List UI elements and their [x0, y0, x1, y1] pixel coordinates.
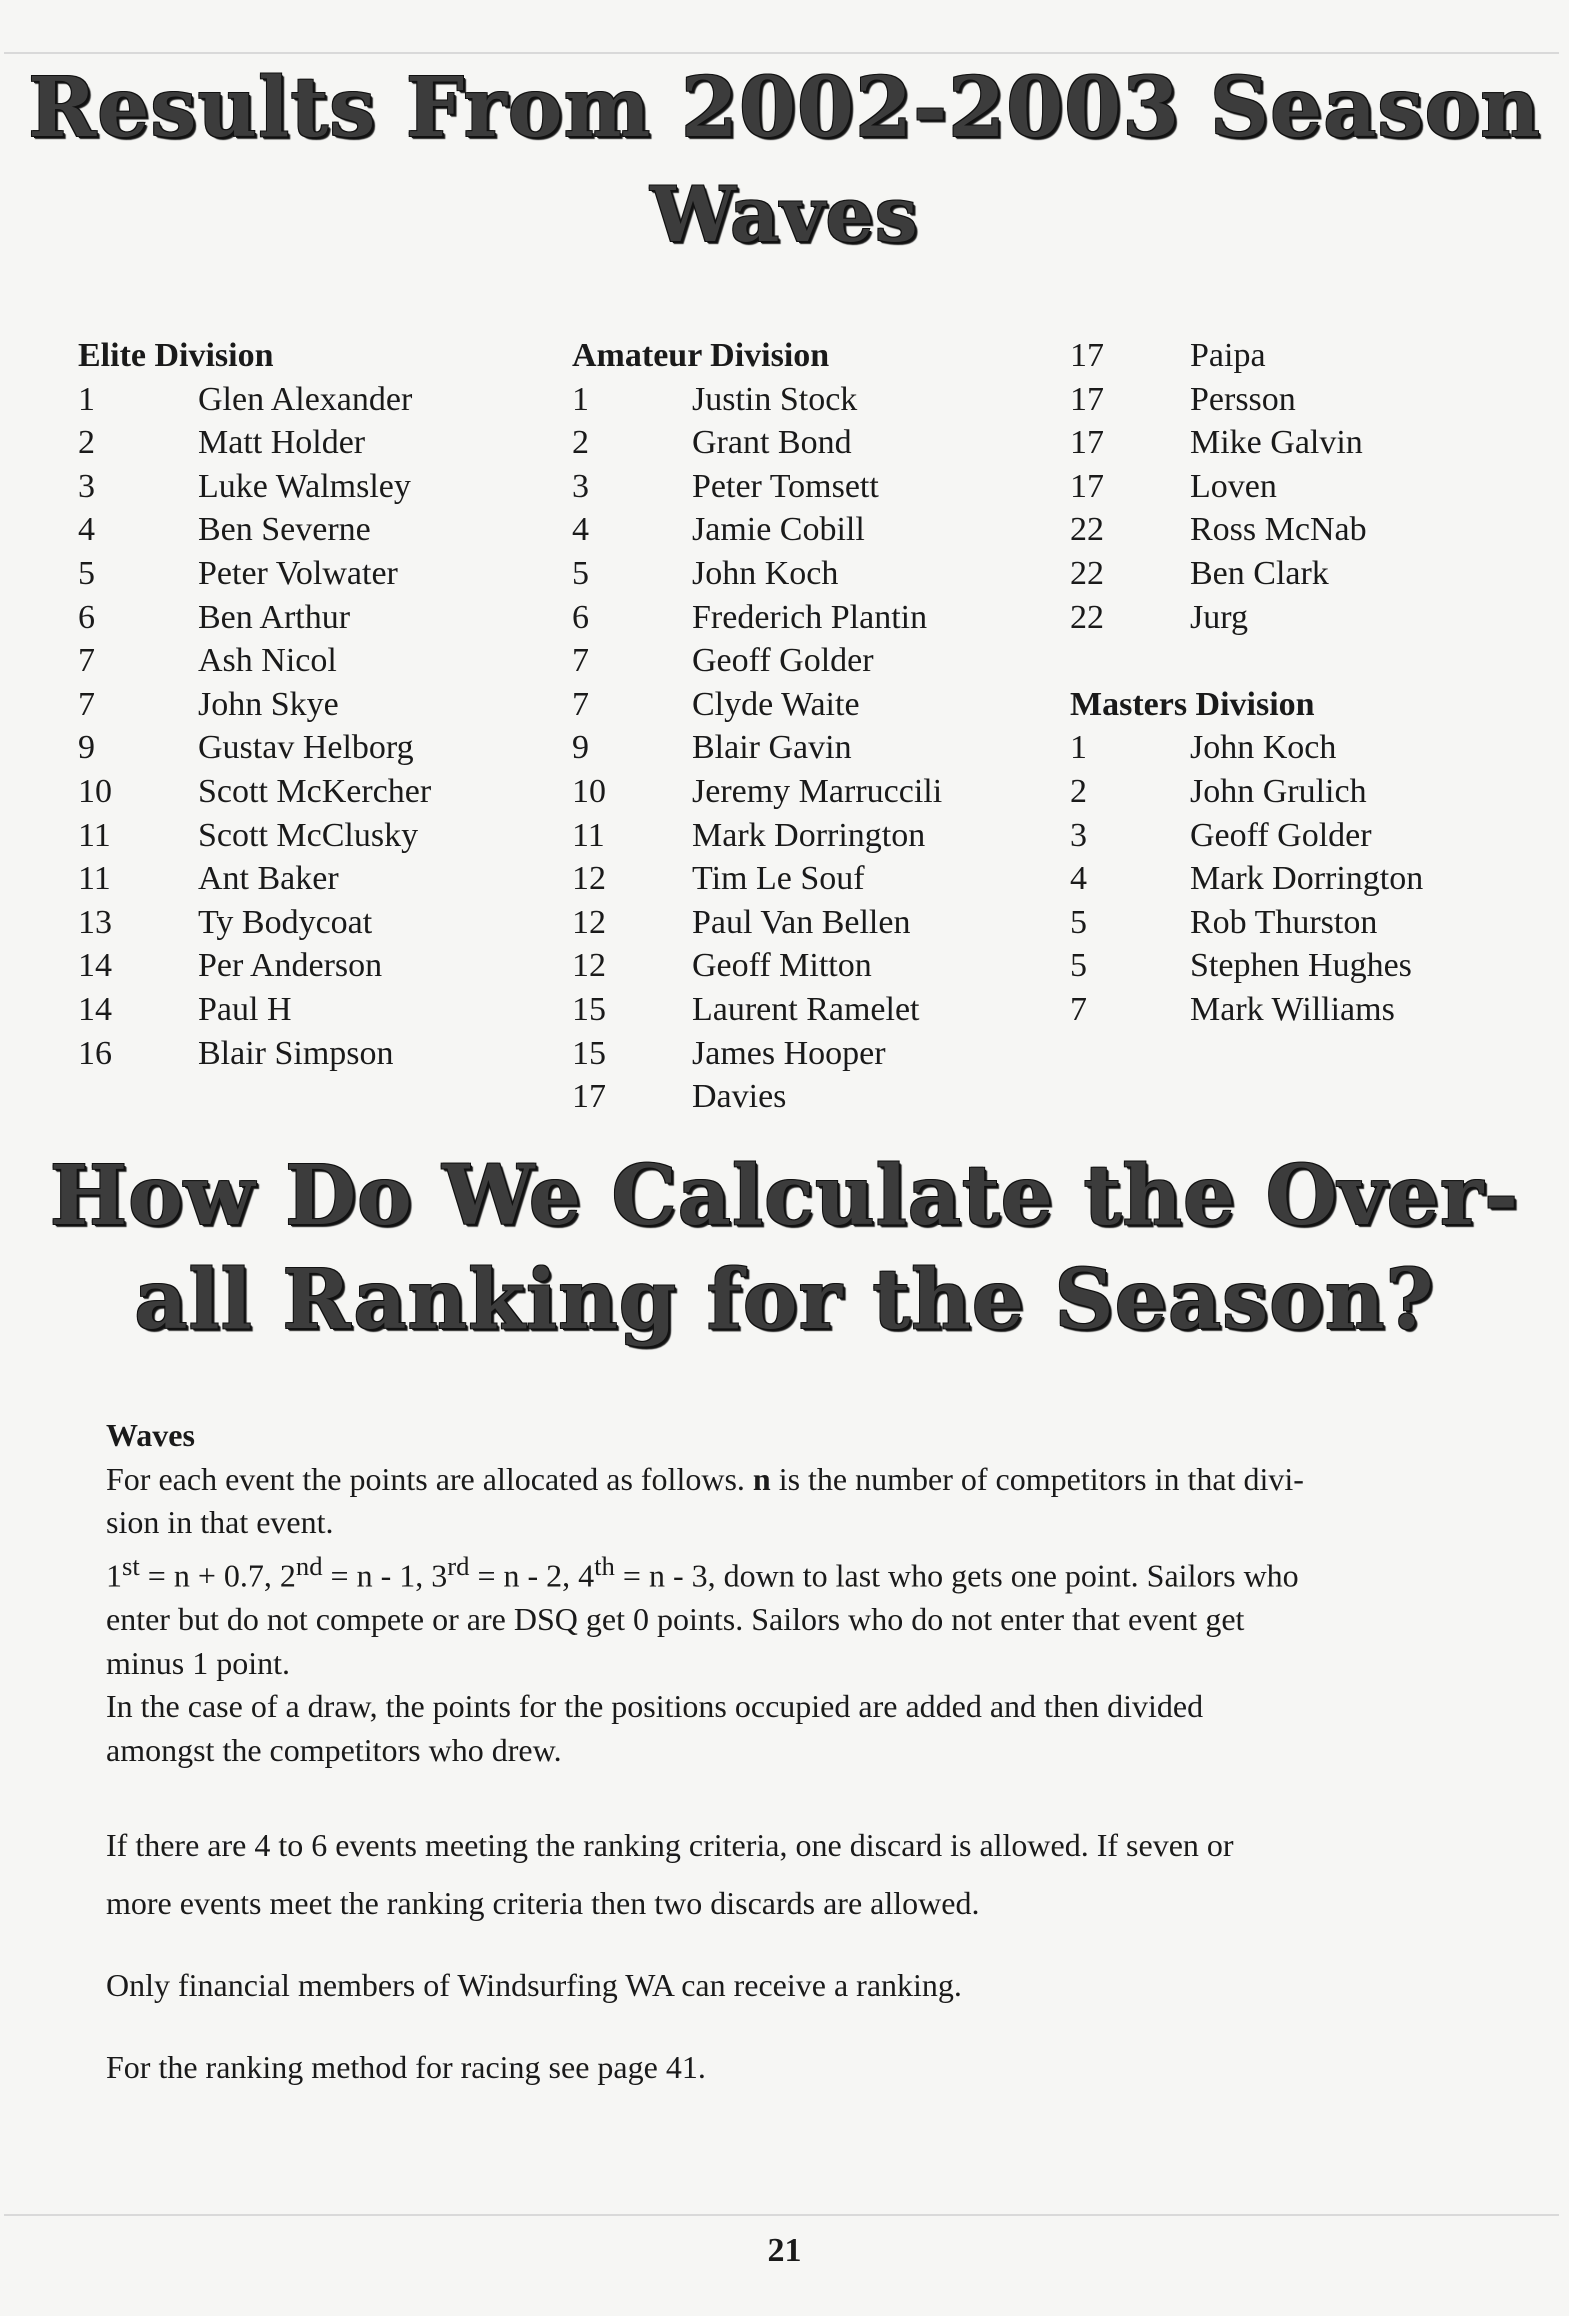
result-row	[78, 421, 431, 465]
result-name: John Koch	[692, 554, 839, 592]
result-row	[78, 552, 431, 596]
elite-division-column	[78, 334, 431, 1075]
result-row	[78, 465, 431, 509]
page-subtitle: Waves	[650, 170, 919, 259]
result-name: Geoff Mitton	[692, 947, 872, 985]
discard-paragraph	[106, 1816, 1506, 1932]
result-name: Ash Nicol	[198, 642, 337, 680]
result-rank: 2	[78, 424, 95, 462]
result-rank: 15	[572, 990, 606, 1028]
result-name: Grant Bond	[692, 424, 852, 462]
result-name: Stephen Hughes	[1190, 947, 1412, 985]
amateur-division-heading: Amateur Division	[572, 337, 830, 374]
racing-note: For the ranking method for racing see page 41.	[106, 2049, 706, 2086]
result-rank: 4	[572, 511, 589, 549]
result-name: Davies	[692, 1078, 787, 1116]
result-rank: 5	[572, 554, 589, 592]
result-name: Matt Holder	[198, 424, 366, 462]
result-row	[572, 814, 942, 858]
result-name: Jurg	[1190, 598, 1248, 636]
members-note: Only financial members of Windsurfing WA can receive a ranking.	[106, 1967, 962, 2004]
masters-results-list	[1070, 726, 1423, 1031]
result-name: Peter Tomsett	[692, 467, 879, 505]
result-row	[1070, 857, 1423, 901]
result-row	[572, 944, 942, 988]
result-name: Luke Walmsley	[198, 467, 411, 505]
result-name: Mike Galvin	[1190, 424, 1363, 462]
result-name: James Hooper	[692, 1034, 886, 1072]
result-name: Paul Van Bellen	[692, 903, 911, 941]
elite-results-list	[78, 378, 431, 1076]
calc-title-line2: all Ranking for the Season?	[134, 1252, 1435, 1348]
result-row	[78, 770, 431, 814]
result-row	[1070, 770, 1423, 814]
result-name: John Koch	[1190, 729, 1337, 767]
formula-1-val: = n + 0.7, 2	[139, 1557, 296, 1594]
result-rank: 5	[78, 554, 95, 592]
result-row	[572, 726, 942, 770]
points-line-5: minus 1 point.	[106, 1644, 291, 1681]
result-row	[572, 596, 942, 640]
result-row	[1070, 508, 1423, 552]
result-row	[1070, 465, 1423, 509]
result-name: Tim Le Souf	[692, 860, 865, 898]
result-name: Laurent Ramelet	[692, 990, 920, 1028]
result-name: Ben Severne	[198, 511, 371, 549]
result-name: Scott McClusky	[198, 816, 419, 854]
result-row	[78, 857, 431, 901]
amateur-results-list	[572, 378, 942, 1119]
result-rank: 6	[78, 598, 95, 636]
result-rank: 17	[1070, 337, 1104, 374]
result-name: Blair Gavin	[692, 729, 852, 767]
discard-line-2: more events meet the ranking criteria then two discards are allowed.	[106, 1885, 980, 1922]
result-rank: 7	[78, 642, 95, 680]
result-row	[572, 857, 942, 901]
result-row	[1070, 726, 1423, 770]
result-name: Ross McNab	[1190, 511, 1367, 549]
result-rank: 10	[78, 772, 112, 810]
calc-explanation	[106, 1414, 1506, 2096]
points-line-1	[106, 1458, 1506, 1502]
page-number: 21	[767, 2232, 802, 2269]
result-row	[1070, 944, 1423, 988]
result-row	[572, 508, 942, 552]
result-rank: 2	[572, 424, 589, 462]
formula-3-val: = n - 2, 4	[469, 1557, 595, 1594]
result-rank: 9	[572, 729, 589, 767]
result-name: Rob Thurston	[1190, 903, 1378, 941]
result-rank: 7	[572, 685, 589, 723]
result-row	[78, 508, 431, 552]
points-line-6: In the case of a draw, the points for the positions occupied are added and then divided	[106, 1688, 1204, 1725]
result-row	[1070, 901, 1423, 945]
result-row	[1070, 552, 1423, 596]
result-rank: 6	[572, 598, 589, 636]
result-row	[78, 378, 431, 422]
result-rank: 12	[572, 860, 606, 898]
result-name: Ben Arthur	[198, 598, 351, 636]
result-rank: 12	[572, 903, 606, 941]
result-name: Loven	[1190, 467, 1277, 505]
result-row	[572, 901, 942, 945]
result-name: Blair Simpson	[198, 1034, 394, 1072]
calc-title-line1: How Do We Calculate the Over-	[49, 1148, 1520, 1244]
result-row	[78, 901, 431, 945]
result-rank: 2	[1070, 772, 1087, 810]
result-name: Per Anderson	[198, 947, 383, 985]
third-column	[1070, 334, 1423, 1032]
sup-rd: rd	[447, 1550, 470, 1581]
result-rank: 14	[78, 990, 112, 1028]
result-name: Gustav Helborg	[198, 729, 414, 767]
result-name: Mark Williams	[1190, 990, 1395, 1028]
result-row	[78, 639, 431, 683]
result-rank: 3	[78, 467, 95, 505]
formula-2-val: = n - 1, 3	[322, 1557, 448, 1594]
result-row	[1070, 988, 1423, 1032]
result-rank: 10	[572, 772, 606, 810]
result-rank: 1	[1070, 729, 1087, 767]
result-name: Jeremy Marruccili	[692, 772, 943, 810]
result-rank: 9	[78, 729, 95, 767]
waves-section-heading: Waves	[106, 1417, 195, 1453]
sup-th: th	[594, 1550, 615, 1581]
result-row	[572, 1075, 942, 1119]
result-row	[78, 726, 431, 770]
result-rank: 7	[572, 642, 589, 680]
result-rank: 12	[572, 947, 606, 985]
points-line-1-text: For each event the points are allocated as follows.	[106, 1460, 745, 1497]
points-line-2: sion in that event.	[106, 1504, 334, 1541]
masters-division-heading: Masters Division	[1070, 685, 1315, 723]
discard-line-1: If there are 4 to 6 events meeting the ranking criteria, one discard is allowed. If seven or	[106, 1827, 1234, 1864]
result-rank: 7	[78, 685, 95, 723]
page-title: Results From 2002-2003 Season	[28, 60, 1541, 156]
result-name: Clyde Waite	[692, 685, 860, 723]
result-row	[572, 465, 942, 509]
result-rank: 13	[78, 903, 112, 941]
result-row	[78, 988, 431, 1032]
result-row	[572, 552, 942, 596]
result-row	[572, 683, 942, 727]
result-rank: 3	[572, 467, 589, 505]
formula-4-val: = n - 3, down to last who gets one point. Sailors who	[614, 1557, 1299, 1594]
result-rank: 22	[1070, 554, 1104, 592]
result-row	[572, 639, 942, 683]
result-name: Paipa	[1190, 337, 1266, 374]
formula-1: 1	[106, 1557, 122, 1594]
result-rank: 17	[1070, 380, 1104, 418]
result-row	[78, 1032, 431, 1076]
result-rank: 11	[572, 816, 605, 854]
result-rank: 22	[1070, 511, 1104, 549]
result-row	[1070, 814, 1423, 858]
result-row	[1070, 334, 1423, 378]
result-row	[1070, 378, 1423, 422]
result-name: Peter Volwater	[198, 554, 398, 592]
result-name: Glen Alexander	[198, 380, 413, 418]
result-row	[572, 421, 942, 465]
result-name: Mark Dorrington	[692, 816, 926, 854]
sup-nd: nd	[295, 1550, 323, 1581]
result-name: Ben Clark	[1190, 554, 1329, 592]
result-rank: 15	[572, 1034, 606, 1072]
result-rank: 11	[78, 816, 111, 854]
result-rank: 22	[1070, 598, 1104, 636]
result-rank: 14	[78, 947, 112, 985]
result-rank: 1	[78, 380, 95, 418]
result-row	[78, 944, 431, 988]
result-rank: 4	[78, 511, 95, 549]
result-row	[572, 988, 942, 1032]
result-rank: 11	[78, 860, 111, 898]
result-rank: 5	[1070, 947, 1087, 985]
result-name: Justin Stock	[692, 380, 858, 418]
points-formula-line	[106, 1545, 1506, 1598]
n-variable: n	[752, 1460, 771, 1497]
amateur-division-column	[572, 334, 942, 1119]
result-rank: 17	[572, 1078, 606, 1116]
points-line-4: enter but do not compete or are DSQ get 0 points. Sailors who do not enter that event get	[106, 1601, 1245, 1638]
result-rank: 7	[1070, 990, 1087, 1028]
result-name: Ant Baker	[198, 860, 339, 898]
result-rank: 3	[1070, 816, 1087, 854]
amateur-results-continued-list	[1070, 334, 1423, 639]
result-rank: 17	[1070, 424, 1104, 462]
result-name: Persson	[1190, 380, 1296, 418]
result-row	[1070, 596, 1423, 640]
result-row	[78, 683, 431, 727]
result-name: Jamie Cobill	[692, 511, 865, 549]
result-name: Scott McKercher	[198, 772, 432, 810]
points-line-7: amongst the competitors who drew.	[106, 1731, 562, 1768]
elite-division-heading: Elite Division	[78, 337, 274, 374]
result-name: Paul H	[198, 990, 292, 1028]
result-row	[78, 596, 431, 640]
result-name: Geoff Golder	[692, 642, 874, 680]
result-rank: 5	[1070, 903, 1087, 941]
result-rank: 16	[78, 1034, 112, 1072]
result-rank: 4	[1070, 860, 1087, 898]
result-rank: 1	[572, 380, 589, 418]
sup-st: st	[122, 1550, 140, 1581]
result-row	[1070, 421, 1423, 465]
points-line-1-rest: is the number of competitors in that divi-	[778, 1460, 1304, 1497]
result-row	[572, 1032, 942, 1076]
result-name: John Grulich	[1190, 772, 1367, 810]
result-name: Geoff Golder	[1190, 816, 1372, 854]
result-row	[78, 814, 431, 858]
result-row	[572, 378, 942, 422]
result-row	[572, 770, 942, 814]
result-name: Frederich Plantin	[692, 598, 928, 636]
result-rank: 17	[1070, 467, 1104, 505]
result-name: Ty Bodycoat	[198, 903, 373, 941]
result-name: John Skye	[198, 685, 339, 723]
result-name: Mark Dorrington	[1190, 860, 1424, 898]
